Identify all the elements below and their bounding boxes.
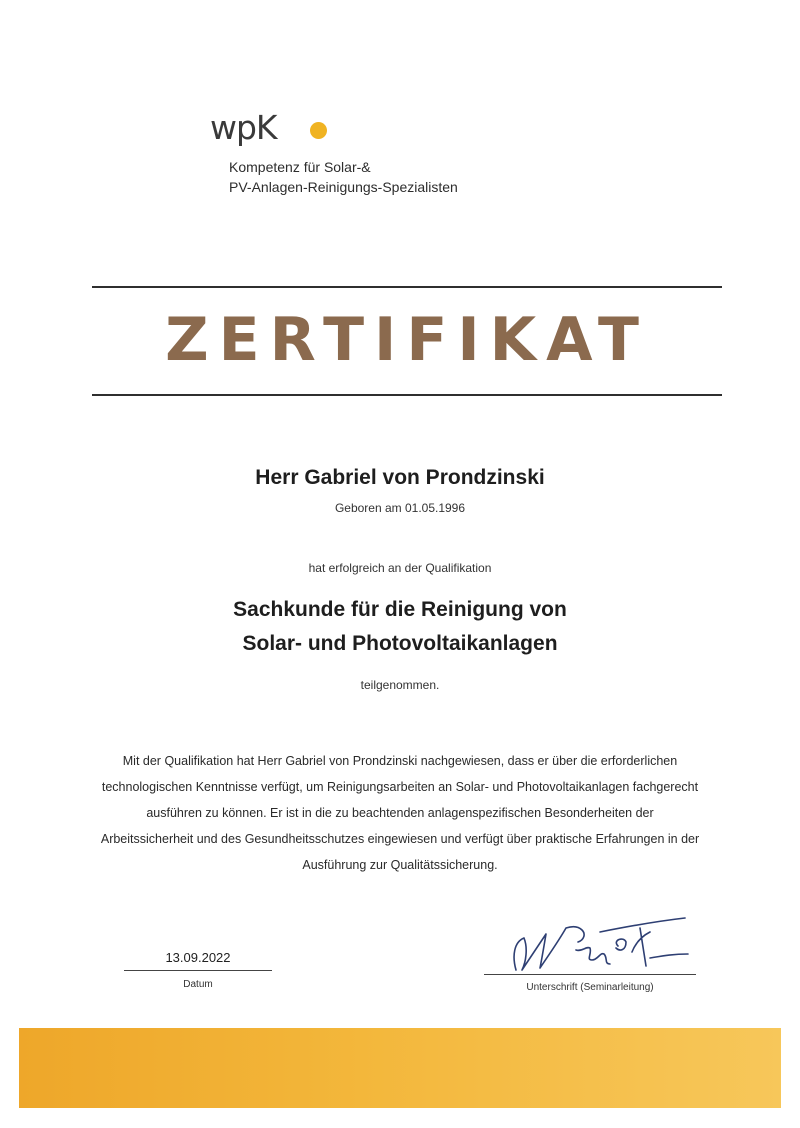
company-tagline — [229, 157, 458, 197]
tagline-line-1: Kompetenz für Solar-& — [229, 159, 371, 175]
recipient-birthdate: Geboren am 01.05.1996 — [334, 501, 466, 515]
title-divider-top — [92, 286, 722, 288]
course-title — [0, 593, 800, 661]
course-title-line-2: Solar- und Photovoltaikanlagen — [242, 632, 558, 655]
certificate-title: ZERTIFIKAT — [165, 305, 649, 375]
recipient-name: Herr Gabriel von Prondzinski — [255, 466, 545, 489]
intro-text: hat erfolgreich an der Qualifikation — [308, 561, 492, 575]
signature-label: Unterschrift (Seminarleitung) — [526, 982, 654, 993]
logo-dot-icon — [310, 122, 327, 139]
footer-color-band — [19, 1028, 781, 1108]
course-title-line-1: Sachkunde für die Reinigung von — [233, 598, 567, 621]
signature-line — [484, 974, 696, 975]
logo-wordmark: wpK — [210, 108, 277, 147]
date-line — [124, 970, 272, 971]
participation-text: teilgenommen. — [360, 678, 440, 692]
company-logo — [210, 108, 277, 148]
signature-image — [500, 912, 690, 982]
title-divider-bottom — [92, 394, 722, 396]
issue-date: 13.09.2022 — [165, 950, 231, 965]
tagline-line-2: PV-Anlagen-Reinigungs-Spezialisten — [229, 179, 458, 195]
date-label: Datum — [183, 979, 213, 990]
certificate-body: Mit der Qualifikation hat Herr Gabriel von Prondzinski nachgewiesen, dass er über die erforderlichen technologischen Kenntnisse verfügt, um Reinigungsarbeiten an Solar- und Photovoltaikanlagen fachgerecht ausführen zu können. Er ist in die zu beachtenden anlagenspezifischen Besonderheiten der Arbeitssicherheit und des Gesundheitsschutzes eingewiesen und verfügt über praktische Erfahrungen in der Ausführung zur Qualitätssicherung. — [100, 754, 700, 872]
